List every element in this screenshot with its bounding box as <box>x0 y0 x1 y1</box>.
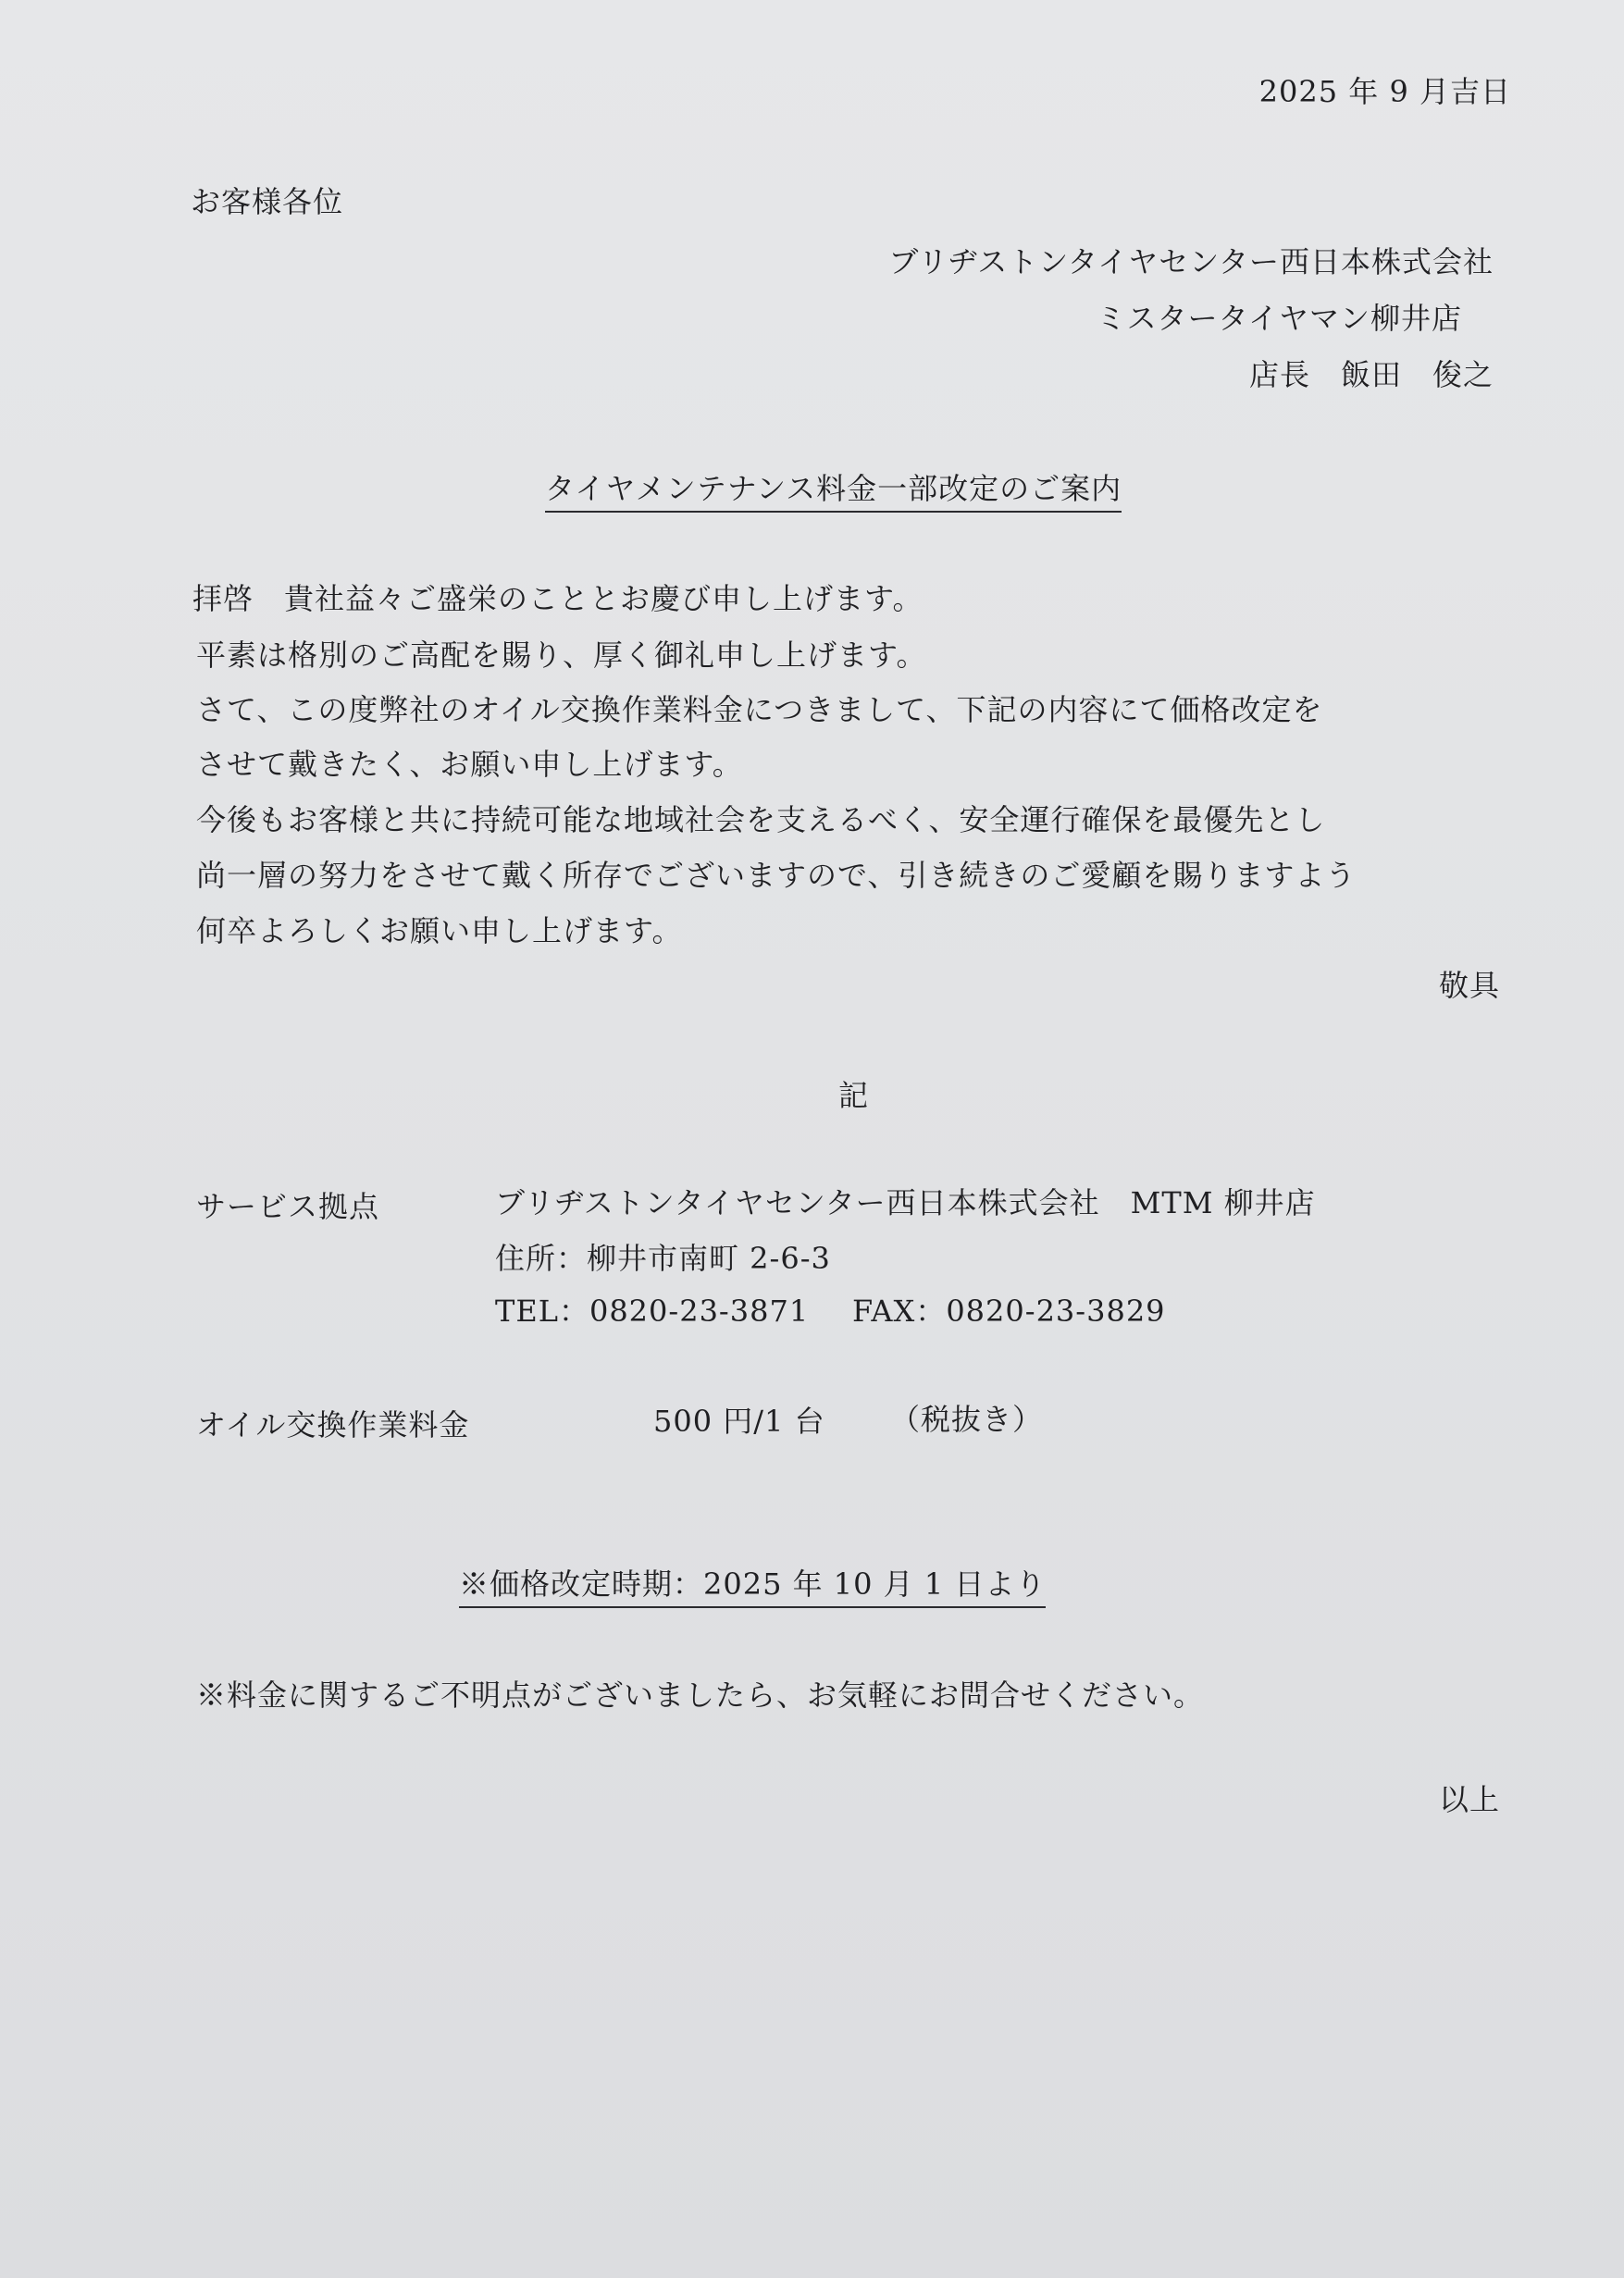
body-line: 今後もお客様と共に持続可能な地域社会を支えるべく、安全運行確保を最優先とし <box>196 802 1326 837</box>
service-fax: FAX：0820-23-3829 <box>852 1294 1166 1329</box>
sender-company: ブリヂストンタイヤセンター西日本株式会社 <box>888 244 1494 279</box>
body-line: 平素は格別のご高配を賜り、厚く御礼申し上げます。 <box>196 638 927 673</box>
sender-manager: 店長 飯田 俊之 <box>1248 357 1494 392</box>
effective-date: ※価格改定時期：2025 年 10 月 1 日より <box>459 1566 1046 1608</box>
ki-heading: 記 <box>838 1078 870 1113</box>
service-label: サービス拠点 <box>196 1189 380 1224</box>
service-address: 住所：柳井市南町 2-6-3 <box>495 1241 831 1276</box>
recipient: お客様各位 <box>191 184 344 219</box>
body-line: 拝啓 貴社益々ご盛栄のこととお慶び申し上げます。 <box>192 581 924 616</box>
service-store-line: ブリヂストンタイヤセンター西日本株式会社 MTM 柳井店 <box>495 1185 1316 1220</box>
fee-label: オイル交換作業料金 <box>196 1407 470 1442</box>
closing-ijou: 以上 <box>1438 1782 1500 1817</box>
body-line: させて戴きたく、お願い申し上げます。 <box>196 747 743 782</box>
sender-store: ミスタータイヤマン柳井店 <box>1096 301 1462 336</box>
letter-date: 2025 年 9 月吉日 <box>1258 74 1511 109</box>
service-tel: TEL：0820-23-3871 <box>495 1294 810 1329</box>
body-line: 何卒よろしくお願い申し上げます。 <box>196 913 683 948</box>
fee-price: 500 円/1 台 <box>653 1404 825 1439</box>
body-line: さて、この度弊社のオイル交換作業料金につきまして、下記の内容にて価格改定を <box>196 692 1323 727</box>
closing-keigu: 敬具 <box>1438 968 1500 1003</box>
letter-title: タイヤメンテナンス料金一部改定のご案内 <box>545 470 1122 513</box>
inquiry-note: ※料金に関するご不明点がございましたら、お気軽にお問合せください。 <box>196 1678 1205 1713</box>
body-line: 尚一層の努力をさせて戴く所存でございますので、引き続きのご愛顧を賜りますよう <box>196 858 1357 893</box>
fee-tax-note: （税抜き） <box>890 1402 1044 1437</box>
